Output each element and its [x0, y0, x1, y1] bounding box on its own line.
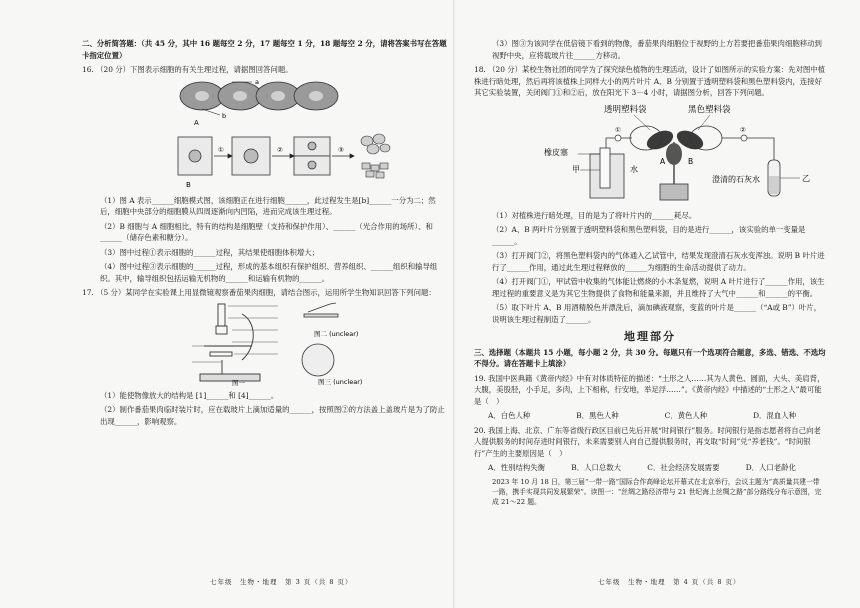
plant-icon: [644, 126, 706, 199]
q17-figure: [82, 302, 448, 386]
q16-part4: （4）图中过程③表示细胞的______过程，形成的基本组织有保护组织、营养组织、______组织和输导组织。其中，输导组织包括运输无机物的______和运输有机物的______。: [100, 262, 438, 283]
reading-passage: 2023 年 10 月 18 日，第三届“一带一路”国际合作高峰论坛开幕式在北京举行，会议主题为“高质量共建一带一路，携手实现共同发展繁荣”。读图一：“丝绸之路经济带与 21 世纪海上丝绸之路”部分路线分布示意图，完成 21～22 题。: [492, 477, 822, 506]
q16-part2: （2）B 细胞与 A 细胞相比，特有的结构是细胞壁（支持和保护作用）、______（光合作用的场所）、和______（储存色素和糖分）。: [100, 221, 433, 242]
q18-part1: （1）对植株进行暗处理，目的是为了将叶片内的______耗尽。: [492, 210, 697, 220]
q19-option-a[interactable]: A．白色人种: [488, 411, 531, 420]
label-b-line: [202, 109, 220, 115]
q20-options: [474, 462, 826, 474]
figure2-label: 图二 (unclear): [314, 329, 359, 338]
section2-title: 二、分析简答题：（共 45 分，其中 16 题每空 2 分，17 题每空 1 分，18 题每空 2 分，请将答案书写在答题卡指定位置）: [82, 39, 447, 60]
tissue-cluster: [361, 134, 390, 178]
label-a: a: [255, 78, 259, 86]
yi-label: 乙: [802, 173, 810, 183]
q20-option-d[interactable]: D．人口老龄化: [745, 463, 796, 472]
left-footer: 七年级 生物・地理 第 3 页（共 8 页）: [210, 578, 353, 586]
q19-option-d[interactable]: D．混血人种: [753, 411, 796, 420]
q19-option-c[interactable]: C．黄色人种: [664, 411, 708, 420]
leaf-b-label: B: [688, 156, 694, 166]
q18-part5: （5）取下叶片 A、B 用酒精脱色并漂洗后，滴加碘液观察，变蓝的叶片是______（“A或 B”）叶片，说明该生理过程制造了______。: [492, 303, 822, 324]
q18-figure: [474, 102, 826, 206]
right-footer: 七年级 生物・地理 第 4 页（共 8 页）: [598, 578, 741, 586]
jia-label: 甲: [572, 164, 580, 174]
left-page: [82, 38, 448, 430]
q17-part2: （2）制作番茄果肉临时装片时，应在载玻片上滴加适量的______，按照图②的方法盖上盖玻片是为了防止出现______，影响观察。: [100, 405, 445, 426]
figure-b-cells: [178, 137, 330, 175]
figure1-label: 图一: [232, 378, 245, 386]
q18-part2: （2）A、B 两叶片分别置于透明塑料袋和黑色塑料袋，目的是进行______，该实验的单一变量是______。: [492, 225, 806, 246]
q16-part3: （3）图中过程①表示细胞的______过程，其结果使细胞体积增大；: [100, 247, 320, 257]
limewater-label: 澄清的石灰水: [712, 174, 760, 184]
test-tube-jia: [600, 148, 610, 188]
water-label: 水: [630, 164, 638, 174]
cell-division-diagram: [82, 79, 448, 191]
figure-a-cells: [180, 82, 338, 110]
q16-part1: （1）图 A 表示______细胞模式图，该细胞正在进行细胞______，此过程发生是[b]______一分为二；然后，细胞中央部分的细胞膜从四周逐渐向内凹陷，进而完成该生理过程。: [100, 195, 436, 216]
q17-part3: （3）图③为该同学在低倍镜下看到的物像，番茄果肉细胞位于视野的上方若要把番茄果肉细胞移动到视野中央，应将载玻片往______方移动。: [492, 39, 822, 60]
coverslip-illustration: [304, 303, 338, 317]
page-fold: [453, 0, 455, 608]
q17-stem: 17. （5 分）某同学在实验课上用显微镜观察番茄果肉细胞，请结合图示，运用所学生物知识回答下列问题：: [82, 288, 436, 297]
photosynthesis-apparatus: [474, 102, 826, 206]
q19-options: [474, 410, 826, 422]
black-bag-label: 黑色塑料袋: [688, 104, 731, 115]
figure3-label: 图三 (unclear): [318, 377, 363, 386]
q19-option-b[interactable]: B．黑色人种: [576, 411, 619, 420]
q18-part3: （3）打开阀门②，将黑色塑料袋内的气体通入乙试管中，结果发现澄清石灰水变浑浊。说明 B 叶片进行了______作用，通过此生理过程释放的______为细胞的生命活动提供了动力。: [492, 251, 825, 272]
leaf-a-label: A: [660, 156, 666, 166]
microscope-field-of-view: [302, 344, 334, 376]
question-20: 20. 我国上海、北京、广东等省级行政区目前已先后开展“时间银行”服务。时间银行是指志愿者将自己向老人提供服务的时间存进时间银行，未来需要别人向自己提供服务时，再支取“时间”兑“养老钱”。“时间银行”产生的主要原因是（ ）: [474, 425, 821, 458]
valve-2: [741, 135, 747, 141]
transparent-bag-label: 透明塑料袋: [604, 104, 647, 115]
right-page: [474, 38, 826, 510]
step1-label: ①: [218, 145, 224, 154]
q20-option-a[interactable]: A．性别结构失衡: [488, 463, 546, 472]
q16-stem: 16. （20 分）下图表示细胞的有关生理过程，请据图回答问题。: [82, 65, 293, 74]
microscope-diagram: [82, 302, 448, 386]
q18-stem: 18. （20 分）某校生物社团的同学为了探究绿色植物的生理活动，设计了如图所示的实验方案：先对图中植株进行暗处理，然后再将该植株上同样大小的两片叶片 A、B 分别置于透明塑料袋和黑色塑料袋内，连接好其它实验装置，关闭阀门①和②后，放在阳光下 3－4 小时，请据图分析，回答下列问题。: [474, 65, 826, 97]
microscope-icon: [200, 304, 260, 381]
rubber-stopper-label: 橡皮塞: [544, 147, 568, 157]
step2-label: ②: [277, 145, 283, 154]
callout-lines: [192, 306, 278, 362]
valve1-label: ①: [615, 125, 621, 134]
figure-b-label: B: [186, 180, 191, 189]
section3-title: 三、选择题（本题共 15 小题，每小题 2 分，共 30 分。每题只有一个选项符合题意，多选、错选、不选均不得分。请在答题卡上填涂）: [474, 347, 826, 368]
geography-section-title: 地理部分: [624, 330, 676, 343]
q17-part1: （1）能使物像放大的结构是 [1]______和 [4]______。: [100, 390, 279, 400]
valve-1: [615, 135, 621, 141]
q16-figure: [82, 79, 448, 191]
figure-a-label: A: [194, 118, 199, 127]
q18-part4: （4）打开阀门①，甲试管中收集的气体能让燃烧的小木条复燃，说明 A 叶片进行了______作用，该生理过程的重要意义是为其它生物提供了食物和能量来源，并且维持了大气中______和______的平衡。: [492, 277, 825, 298]
step3-label: ③: [338, 145, 344, 154]
valve2-label: ②: [740, 125, 746, 134]
q20-option-c[interactable]: C．社会经济发展需要: [647, 463, 720, 472]
question-19: 19. 我国中医典籍《黄帝内经》中有对体质特征的描述：“土形之人……其为人黄色、圆面，大头、美肩背，大腹，美股胫，小手足，多肉，上下相称，行安地，举足浮……”。《黄帝内经》中描述的“土形之人”最可能是（ ）: [474, 373, 825, 406]
label-b: b: [222, 111, 227, 120]
q20-option-b[interactable]: B．人口总数大: [571, 463, 622, 472]
